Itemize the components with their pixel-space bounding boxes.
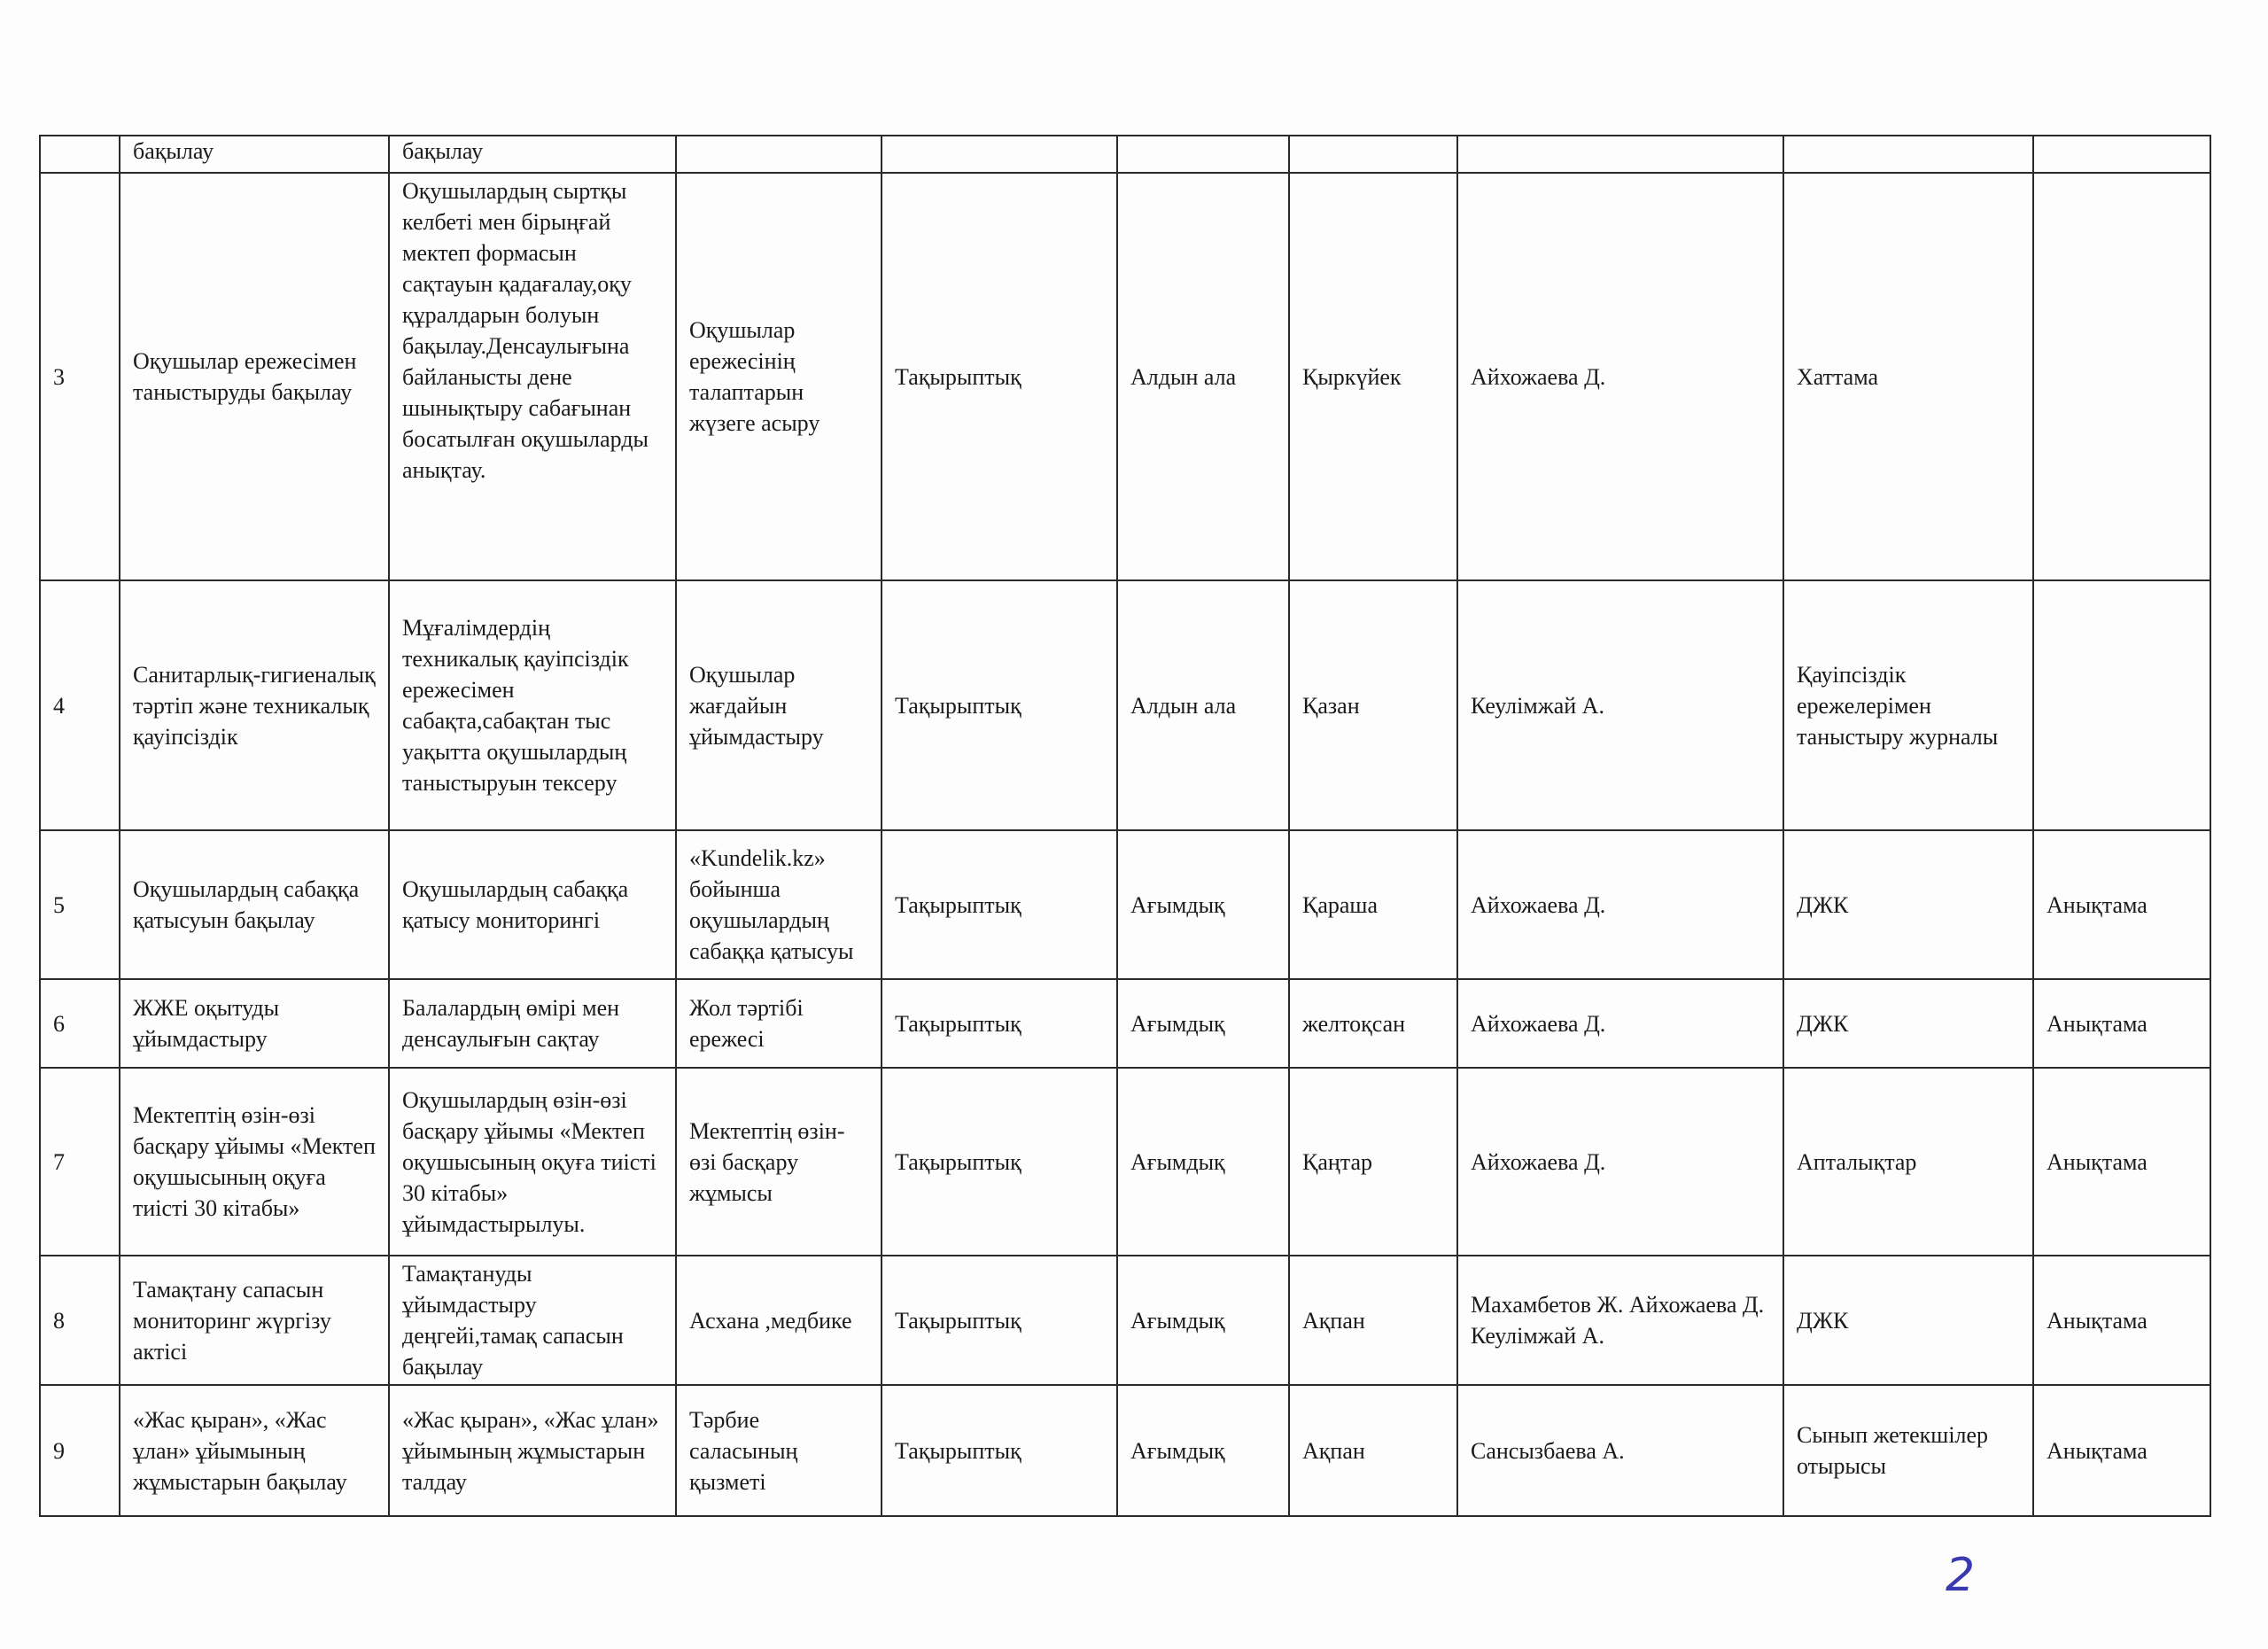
cell-object: Асхана ,медбике <box>676 1256 882 1385</box>
table-row <box>40 173 2210 580</box>
cell-num: 7 <box>40 1068 120 1256</box>
table-row <box>40 1068 2210 1256</box>
cell-form: Ағымдық <box>1117 1385 1289 1516</box>
cell-date: Қараша <box>1289 830 1457 979</box>
cell-place: ДЖК <box>1783 830 2033 979</box>
table-row <box>40 1385 2210 1516</box>
cell-object: Тәрбие саласының қызметі <box>676 1385 882 1516</box>
cell-topic: Санитарлық-гигиеналық тәртіп және техникалық қауіпсіздік <box>120 580 389 830</box>
cell-form: Ағымдық <box>1117 1068 1289 1256</box>
table-row <box>40 830 2210 979</box>
table-row <box>40 1256 2210 1385</box>
control-plan-table <box>39 135 2211 1517</box>
cell-num <box>40 136 120 173</box>
cell-num: 5 <box>40 830 120 979</box>
cell-date: Қазан <box>1289 580 1457 830</box>
cell-result: Анықтама <box>2033 1385 2210 1516</box>
cell-form: Ағымдық <box>1117 1256 1289 1385</box>
table-row <box>40 979 2210 1068</box>
cell-goal: Оқушылардың сыртқы келбеті мен бірыңғай мектеп формасын сақтауын қадағалау,оқу құралдарын болуын бақылау.Денсаулығына байланысты дене шынықтыру сабағынан босатылған оқушыларды анықтау. <box>389 173 676 580</box>
cell-num: 6 <box>40 979 120 1068</box>
cell-place <box>1783 136 2033 173</box>
cell-place: ДЖК <box>1783 1256 2033 1385</box>
cell-object: Мектептің өзін-өзі басқару жұмысы <box>676 1068 882 1256</box>
cell-date: Қыркүйек <box>1289 173 1457 580</box>
cell-goal: Оқушылардың сабаққа қатысу мониторингі <box>389 830 676 979</box>
cell-date <box>1289 136 1457 173</box>
cell-type <box>882 136 1117 173</box>
cell-result <box>2033 580 2210 830</box>
cell-object: «Kundelik.kz» бойынша оқушылардың сабаққа қатысуы <box>676 830 882 979</box>
cell-type: Тақырыптық <box>882 979 1117 1068</box>
table-row-continuation <box>40 136 2210 173</box>
cell-place: Хаттама <box>1783 173 2033 580</box>
cell-object: Оқушылар ережесінің талаптарын жүзеге асыру <box>676 173 882 580</box>
cell-num: 3 <box>40 173 120 580</box>
cell-topic: Оқушылардың сабаққа қатысуын бақылау <box>120 830 389 979</box>
cell-form <box>1117 136 1289 173</box>
cell-type: Тақырыптық <box>882 1385 1117 1516</box>
cell-form: Ағымдық <box>1117 979 1289 1068</box>
cell-topic: «Жас қыран», «Жас ұлан» ұйымының жұмыстарын бақылау <box>120 1385 389 1516</box>
cell-date: Ақпан <box>1289 1256 1457 1385</box>
cell-num: 8 <box>40 1256 120 1385</box>
cell-type: Тақырыптық <box>882 1068 1117 1256</box>
cell-object: Оқушылар жағдайын ұйымдастыру <box>676 580 882 830</box>
cell-type: Тақырыптық <box>882 1256 1117 1385</box>
cell-responsible: Сансызбаева А. <box>1457 1385 1783 1516</box>
cell-result: Анықтама <box>2033 1256 2210 1385</box>
cell-responsible: Айхожаева Д. <box>1457 1068 1783 1256</box>
cell-place: Қауіпсіздік ережелерімен таныстыру журналы <box>1783 580 2033 830</box>
cell-num: 9 <box>40 1385 120 1516</box>
cell-place: Апталықтар <box>1783 1068 2033 1256</box>
cell-date: желтоқсан <box>1289 979 1457 1068</box>
cell-form: Ағымдық <box>1117 830 1289 979</box>
cell-result <box>2033 173 2210 580</box>
cell-topic: бақылау <box>120 136 389 173</box>
cell-num: 4 <box>40 580 120 830</box>
cell-goal: Мұғалімдердің техникалық қауіпсіздік ережесімен сабақта,сабақтан тыс уақытта оқушылардың таныстыруын тексеру <box>389 580 676 830</box>
cell-result: Анықтама <box>2033 1068 2210 1256</box>
cell-topic: ЖЖЕ оқытуды ұйымдастыру <box>120 979 389 1068</box>
cell-responsible <box>1457 136 1783 173</box>
cell-goal: бақылау <box>389 136 676 173</box>
cell-type: Тақырыптық <box>882 830 1117 979</box>
cell-type: Тақырыптық <box>882 173 1117 580</box>
cell-topic: Мектептің өзін-өзі басқару ұйымы «Мектеп оқушысының оқуға тиісті 30 кітабы» <box>120 1068 389 1256</box>
cell-result: Анықтама <box>2033 830 2210 979</box>
cell-place: Сынып жетекшілер отырысы <box>1783 1385 2033 1516</box>
table-row <box>40 580 2210 830</box>
cell-place: ДЖК <box>1783 979 2033 1068</box>
cell-goal: «Жас қыран», «Жас ұлан» ұйымының жұмыстарын талдау <box>389 1385 676 1516</box>
cell-form: Алдын ала <box>1117 173 1289 580</box>
cell-responsible: Айхожаева Д. <box>1457 979 1783 1068</box>
cell-form: Алдын ала <box>1117 580 1289 830</box>
cell-date: Ақпан <box>1289 1385 1457 1516</box>
cell-goal: Оқушылардың өзін-өзі басқару ұйымы «Мектеп оқушысының оқуға тиісті 30 кітабы» ұйымдастырылуы. <box>389 1068 676 1256</box>
cell-responsible: Кеулімжай А. <box>1457 580 1783 830</box>
cell-object: Жол тәртібі ережесі <box>676 979 882 1068</box>
cell-responsible: Махамбетов Ж. Айхожаева Д. Кеулімжай А. <box>1457 1256 1783 1385</box>
handwritten-page-number: 2 <box>1946 1549 1976 1602</box>
cell-responsible: Айхожаева Д. <box>1457 173 1783 580</box>
cell-result <box>2033 136 2210 173</box>
cell-responsible: Айхожаева Д. <box>1457 830 1783 979</box>
cell-topic: Оқушылар ережесімен таныстыруды бақылау <box>120 173 389 580</box>
cell-goal: Тамақтануды ұйымдастыру деңгейі,тамақ сапасын бақылау <box>389 1256 676 1385</box>
cell-goal: Балалардың өмірі мен денсаулығын сақтау <box>389 979 676 1068</box>
cell-result: Анықтама <box>2033 979 2210 1068</box>
cell-date: Қаңтар <box>1289 1068 1457 1256</box>
cell-object <box>676 136 882 173</box>
cell-topic: Тамақтану сапасын мониторинг жүргізу актісі <box>120 1256 389 1385</box>
cell-type: Тақырыптық <box>882 580 1117 830</box>
